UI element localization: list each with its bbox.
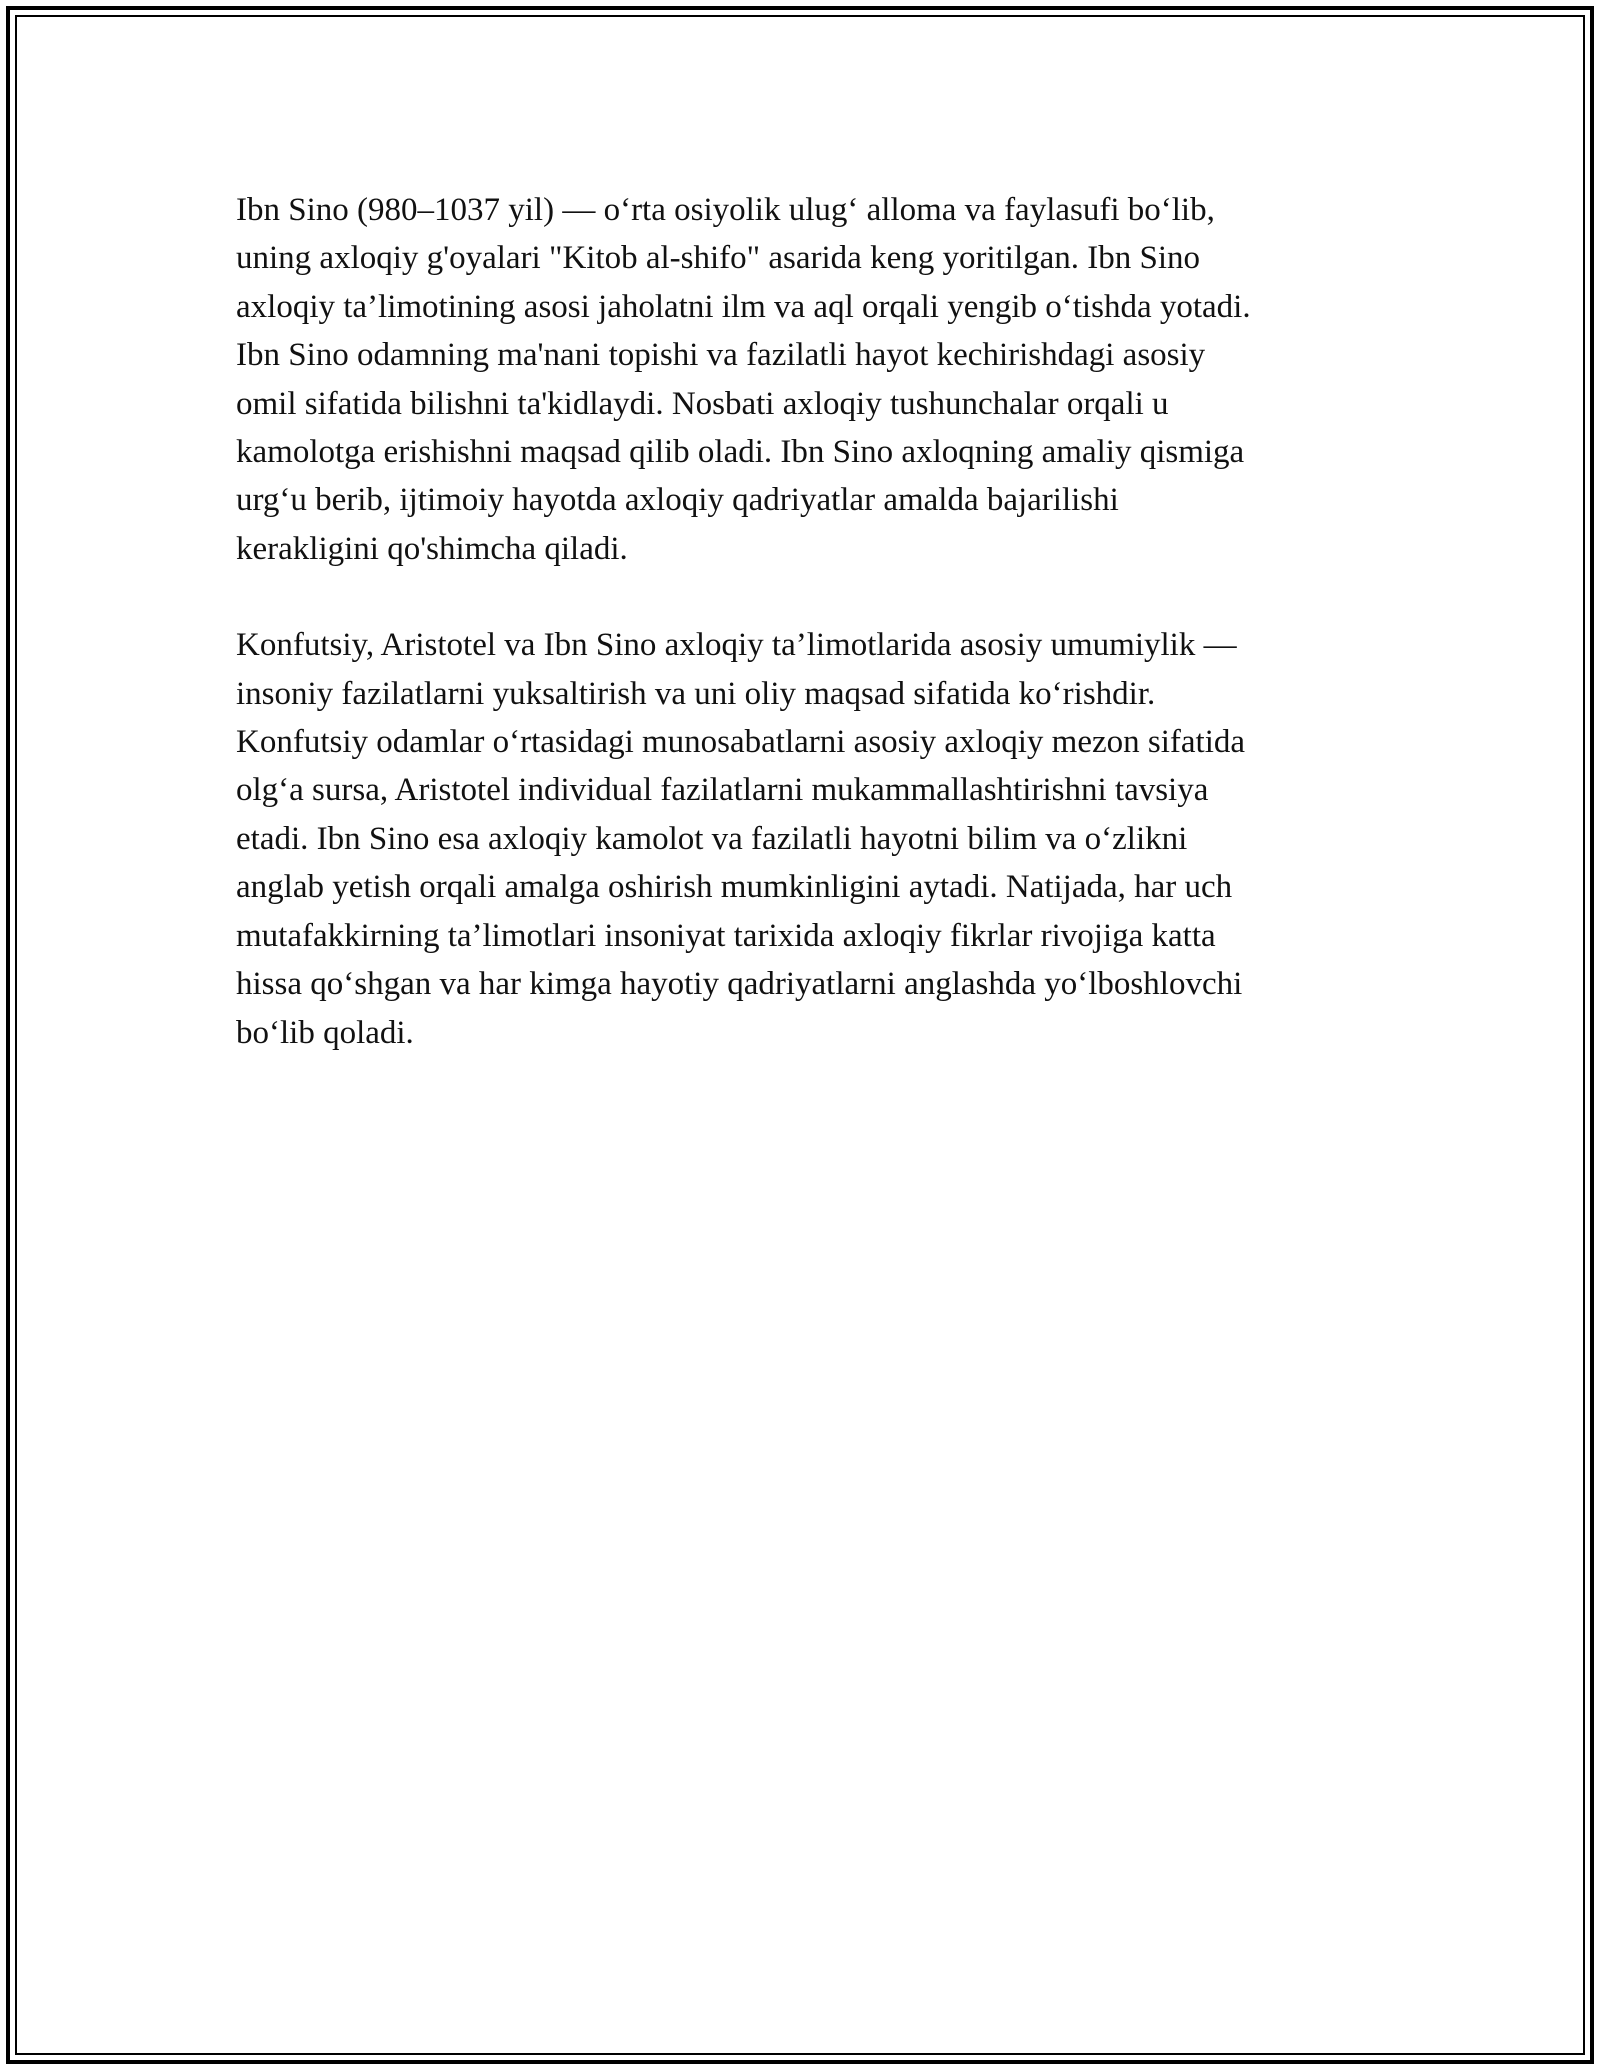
text-line: mutafakkirning ta’limotlari insoniyat tarixida axloqiy fikrlar rivojiga katta (236, 917, 1216, 954)
text-line: Ibn Sino odamning ma'nani topishi va fazilatli hayot kechirishdagi asosiy (236, 337, 1206, 374)
text-line: kamolotga erishishni maqsad qilib oladi. Ibn Sino axloqning amaliy qismiga (236, 434, 1245, 471)
text-line: urg‘u berib, ijtimoiy hayotda axloqiy qadriyatlar amalda bajarilishi (236, 482, 1119, 519)
text-line: kerakligini qo'shimcha qiladi. (236, 530, 628, 567)
text-line: Ibn Sino (980–1037 yil) — o‘rta osiyolik ulug‘ alloma va faylasufi bo‘lib, (236, 192, 1215, 228)
text-line: bo‘lib qoladi. (236, 1014, 414, 1051)
text-line: axloqiy ta’limotining asosi jaholatni ilm va aql orqali yengib o‘tishda yotadi. (236, 288, 1251, 325)
document-body (236, 186, 1366, 1105)
text-line: insoniy fazilatlarni yuksaltirish va uni oliy maqsad sifatida ko‘rishdir. (236, 675, 1156, 712)
text-line: Konfutsiy, Aristotel va Ibn Sino axloqiy ta’limotlarida asosiy umumiylik — (236, 627, 1237, 664)
text-line: uning axloqiy g'oyalari "Kitob al-shifo" asarida keng yoritilgan. Ibn Sino (236, 240, 1201, 277)
paragraph-comparison (236, 621, 1366, 1057)
text-line: etadi. Ibn Sino esa axloqiy kamolot va fazilatli hayotni bilim va o‘zlikni (236, 820, 1188, 857)
text-line: olg‘a sursa, Aristotel individual fazilatlarni mukammallashtirishni tavsiya (236, 772, 1209, 809)
text-line: anglab yetish orqali amalga oshirish mumkinligini aytadi. Natijada, har uch (236, 869, 1233, 906)
paragraph-ibn-sino (236, 186, 1366, 573)
text-line: hissa qo‘shgan va har kimga hayotiy qadriyatlarni anglashda yo‘lboshlovchi (236, 966, 1243, 1003)
text-line: omil sifatida bilishni ta'kidlaydi. Nosbati axloqiy tushunchalar orqali u (236, 385, 1169, 422)
text-line: Konfutsiy odamlar o‘rtasidagi munosabatlarni asosiy axloqiy mezon sifatida (236, 724, 1246, 761)
